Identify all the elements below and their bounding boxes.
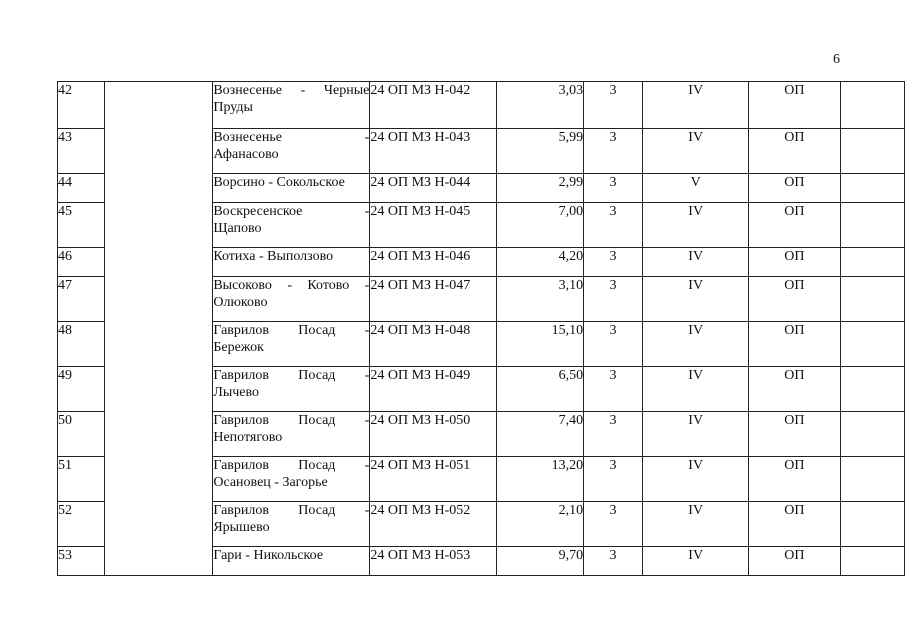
extra-cell: [840, 367, 905, 412]
road-name-word: -: [364, 130, 370, 145]
road-significance: ОП: [784, 458, 805, 473]
road-significance: ОП: [784, 83, 805, 98]
road-name-cell: [213, 129, 370, 174]
category-cell: [584, 248, 643, 277]
road-length: 2,10: [558, 503, 584, 518]
row-number-cell: [58, 277, 105, 322]
extra-cell: [840, 457, 905, 502]
road-name-word: -: [364, 458, 370, 473]
length-cell: [497, 502, 584, 547]
extra-cell: [840, 412, 905, 457]
road-id: 24 ОП МЗ Н-045: [370, 204, 471, 219]
road-name-cell: [213, 412, 370, 457]
road-category: 3: [609, 503, 617, 518]
row-number-cell: [58, 322, 105, 367]
significance-cell: [749, 367, 840, 412]
road-name-word: Воскресенское: [213, 204, 303, 219]
tech-class-cell: [643, 547, 749, 576]
technical-class: V: [690, 175, 701, 190]
row-number-cell: [58, 457, 105, 502]
road-id-cell: [370, 248, 497, 277]
row-number: 42: [58, 83, 72, 98]
road-length: 3,10: [558, 278, 584, 293]
road-name-line-1: [213, 129, 369, 146]
road-category: 3: [609, 130, 617, 145]
row-number: 50: [58, 413, 72, 428]
technical-class: IV: [688, 368, 704, 383]
road-name: [213, 203, 369, 237]
length-cell: [497, 277, 584, 322]
technical-class: IV: [688, 458, 704, 473]
road-length: 7,40: [558, 413, 584, 428]
road-id: 24 ОП МЗ Н-047: [370, 278, 471, 293]
tech-class-cell: [643, 174, 749, 203]
road-name-word: Посад: [298, 323, 336, 338]
road-name-line-2: Ярышево: [213, 520, 270, 535]
row-number-cell: [58, 203, 105, 248]
length-cell: [497, 203, 584, 248]
extra-cell: [840, 248, 905, 277]
road-category: 3: [609, 175, 617, 190]
road-name: [213, 457, 369, 491]
road-name: [213, 322, 369, 356]
page-number: 6: [833, 52, 840, 67]
extra-cell: [840, 203, 905, 248]
tech-class-cell: [643, 412, 749, 457]
road-id-cell: [370, 457, 497, 502]
tech-class-cell: [643, 502, 749, 547]
row-number-cell: [58, 82, 105, 129]
category-cell: [584, 203, 643, 248]
road-significance: ОП: [784, 130, 805, 145]
road-id: 24 ОП МЗ Н-052: [370, 503, 471, 518]
tech-class-cell: [643, 457, 749, 502]
road-name-word: -: [364, 503, 370, 518]
road-name-line-2: Олюково: [213, 295, 268, 310]
road-length: 7,00: [558, 204, 584, 219]
significance-cell: [749, 174, 840, 203]
length-cell: [497, 322, 584, 367]
road-name-line-2: Лычево: [213, 385, 260, 400]
road-id: 24 ОП МЗ Н-051: [370, 458, 471, 473]
road-name-cell: [213, 322, 370, 367]
significance-cell: [749, 82, 840, 129]
length-cell: [497, 82, 584, 129]
road-significance: ОП: [784, 548, 805, 563]
category-cell: [584, 502, 643, 547]
significance-cell: [749, 248, 840, 277]
table-row: [58, 82, 905, 129]
road-name: [213, 82, 369, 116]
technical-class: IV: [688, 83, 704, 98]
road-significance: ОП: [784, 368, 805, 383]
blank-cell: [104, 82, 213, 576]
extra-cell: [840, 502, 905, 547]
category-cell: [584, 412, 643, 457]
technical-class: IV: [688, 204, 704, 219]
length-cell: [497, 457, 584, 502]
length-cell: [497, 412, 584, 457]
length-cell: [497, 547, 584, 576]
road-name-line-2: Щапово: [213, 221, 262, 236]
road-id-cell: [370, 277, 497, 322]
category-cell: [584, 547, 643, 576]
road-name-cell: [213, 277, 370, 322]
row-number: 45: [58, 204, 72, 219]
road-name-word: Гаврилов: [213, 368, 270, 383]
road-name-word: Котово: [307, 278, 350, 293]
significance-cell: [749, 412, 840, 457]
extra-cell: [840, 174, 905, 203]
significance-cell: [749, 547, 840, 576]
row-number: 48: [58, 323, 72, 338]
tech-class-cell: [643, 203, 749, 248]
road-name-cell: [213, 502, 370, 547]
road-name-word: Ворсино - Сокольское: [213, 175, 345, 190]
road-name-cell: [213, 547, 370, 576]
road-name: [213, 502, 369, 536]
length-cell: [497, 174, 584, 203]
table-body: [58, 82, 905, 576]
road-name-line-1: [213, 203, 369, 220]
tech-class-cell: [643, 82, 749, 129]
road-name: [213, 129, 369, 163]
technical-class: IV: [688, 278, 704, 293]
technical-class: IV: [688, 323, 704, 338]
road-name-word: Котиха - Выползово: [213, 249, 334, 264]
road-name-line-1: [213, 457, 369, 474]
road-significance: ОП: [784, 204, 805, 219]
road-length: 13,20: [551, 458, 584, 473]
road-name-word: Посад: [298, 368, 336, 383]
road-name-word: -: [364, 368, 370, 383]
extra-cell: [840, 129, 905, 174]
road-significance: ОП: [784, 323, 805, 338]
significance-cell: [749, 203, 840, 248]
row-number: 47: [58, 278, 72, 293]
row-number: 51: [58, 458, 72, 473]
road-name-cell: [213, 457, 370, 502]
road-name-word: Посад: [298, 413, 336, 428]
road-id-cell: [370, 412, 497, 457]
road-significance: ОП: [784, 503, 805, 518]
road-name-line-1: [213, 547, 369, 564]
road-id-cell: [370, 322, 497, 367]
road-category: 3: [609, 204, 617, 219]
category-cell: [584, 277, 643, 322]
road-name-line-1: [213, 502, 369, 519]
road-id: 24 ОП МЗ Н-050: [370, 413, 471, 428]
road-name-line-2: Афанасово: [213, 147, 279, 162]
extra-cell: [840, 277, 905, 322]
road-length: 4,20: [558, 249, 584, 264]
length-cell: [497, 129, 584, 174]
road-name-cell: [213, 203, 370, 248]
road-length: 15,10: [551, 323, 584, 338]
road-name-word: -: [364, 204, 370, 219]
road-name-cell: [213, 174, 370, 203]
road-id-cell: [370, 129, 497, 174]
road-name-line-2: Осановец - Загорье: [213, 475, 328, 490]
road-id: 24 ОП МЗ Н-043: [370, 130, 471, 145]
row-number-cell: [58, 412, 105, 457]
road-name-line-2: Бережок: [213, 340, 264, 355]
tech-class-cell: [643, 367, 749, 412]
road-name-word: Гаврилов: [213, 503, 270, 518]
row-number-cell: [58, 367, 105, 412]
road-name-line-1: [213, 277, 369, 294]
road-category: 3: [609, 458, 617, 473]
length-cell: [497, 248, 584, 277]
category-cell: [584, 129, 643, 174]
row-number: 49: [58, 368, 72, 383]
road-category: 3: [609, 368, 617, 383]
row-number-cell: [58, 174, 105, 203]
road-name-cell: [213, 367, 370, 412]
road-name-word: -: [287, 278, 292, 293]
road-name: [213, 547, 369, 564]
road-category: 3: [609, 83, 617, 98]
road-id-cell: [370, 82, 497, 129]
row-number: 53: [58, 548, 72, 563]
significance-cell: [749, 277, 840, 322]
road-id-cell: [370, 203, 497, 248]
technical-class: IV: [688, 548, 704, 563]
road-length: 5,99: [558, 130, 584, 145]
road-name-word: -: [300, 83, 306, 98]
road-name: [213, 277, 369, 311]
road-name-word: Вознесенье: [213, 130, 282, 145]
category-cell: [584, 367, 643, 412]
road-name-cell: [213, 248, 370, 277]
road-name-line-2: Непотягово: [213, 430, 283, 445]
road-name-word: Гаврилов: [213, 323, 270, 338]
road-name-line-1: [213, 367, 369, 384]
road-name-line-1: [213, 322, 369, 339]
road-name: [213, 367, 369, 401]
road-name-line-1: [213, 248, 369, 265]
technical-class: IV: [688, 249, 704, 264]
significance-cell: [749, 322, 840, 367]
category-cell: [584, 457, 643, 502]
road-id: 24 ОП МЗ Н-042: [370, 83, 471, 98]
road-significance: ОП: [784, 249, 805, 264]
road-id-cell: [370, 547, 497, 576]
tech-class-cell: [643, 248, 749, 277]
category-cell: [584, 82, 643, 129]
row-number-cell: [58, 248, 105, 277]
road-id-cell: [370, 174, 497, 203]
road-id: 24 ОП МЗ Н-049: [370, 368, 471, 383]
row-number-cell: [58, 129, 105, 174]
road-name-line-1: [213, 82, 369, 99]
road-length: 6,50: [558, 368, 584, 383]
technical-class: IV: [688, 413, 704, 428]
road-name-word: Высоково: [213, 278, 272, 293]
significance-cell: [749, 457, 840, 502]
road-id: 24 ОП МЗ Н-046: [370, 249, 471, 264]
road-name-word: Посад: [298, 503, 336, 518]
extra-cell: [840, 82, 905, 129]
category-cell: [584, 322, 643, 367]
road-length: 9,70: [558, 548, 584, 563]
road-name: [213, 412, 369, 446]
extra-cell: [840, 547, 905, 576]
road-category: 3: [609, 548, 617, 563]
road-name-word: Гаврилов: [213, 458, 270, 473]
road-name-line-1: [213, 412, 369, 429]
road-registry-table: [57, 81, 905, 576]
road-name-word: -: [364, 278, 370, 293]
road-name-word: Посад: [298, 458, 336, 473]
significance-cell: [749, 129, 840, 174]
row-number-cell: [58, 502, 105, 547]
tech-class-cell: [643, 129, 749, 174]
road-significance: ОП: [784, 278, 805, 293]
technical-class: IV: [688, 130, 704, 145]
road-length: 2,99: [558, 175, 584, 190]
road-id: 24 ОП МЗ Н-048: [370, 323, 471, 338]
category-cell: [584, 174, 643, 203]
significance-cell: [749, 502, 840, 547]
row-number: 44: [58, 175, 72, 190]
road-category: 3: [609, 413, 617, 428]
road-name-word: Гаврилов: [213, 413, 270, 428]
road-name-word: -: [364, 413, 370, 428]
road-name-line-2: Пруды: [213, 100, 253, 115]
road-name: [213, 248, 369, 265]
extra-cell: [840, 322, 905, 367]
road-name-cell: [213, 82, 370, 129]
road-length: 3,03: [558, 83, 584, 98]
road-name: [213, 174, 369, 191]
row-number: 46: [58, 249, 72, 264]
road-name-word: Черные: [323, 83, 370, 98]
road-significance: ОП: [784, 413, 805, 428]
road-name-word: Вознесенье: [213, 83, 282, 98]
technical-class: IV: [688, 503, 704, 518]
road-name-word: -: [364, 323, 370, 338]
road-significance: ОП: [784, 175, 805, 190]
tech-class-cell: [643, 277, 749, 322]
road-id: 24 ОП МЗ Н-053: [370, 548, 471, 563]
road-category: 3: [609, 278, 617, 293]
tech-class-cell: [643, 322, 749, 367]
road-id-cell: [370, 502, 497, 547]
row-number: 52: [58, 503, 72, 518]
road-id: 24 ОП МЗ Н-044: [370, 175, 471, 190]
row-number-cell: [58, 547, 105, 576]
road-category: 3: [609, 249, 617, 264]
road-name-line-1: [213, 174, 369, 191]
length-cell: [497, 367, 584, 412]
road-id-cell: [370, 367, 497, 412]
road-name-word: Гари - Никольское: [213, 548, 324, 563]
road-category: 3: [609, 323, 617, 338]
row-number: 43: [58, 130, 72, 145]
